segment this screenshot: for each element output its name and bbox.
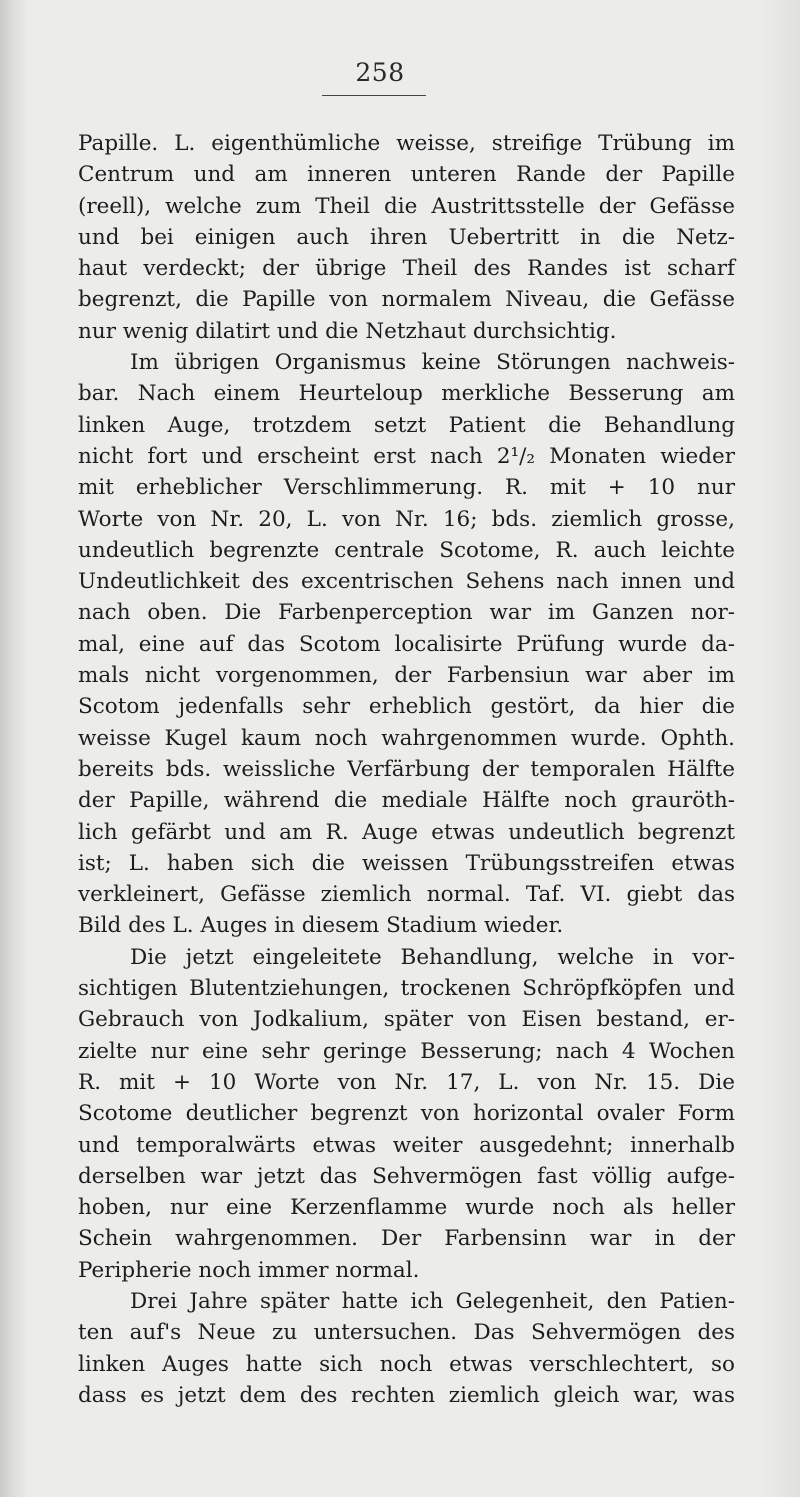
text-line: weisse Kugel kaum noch wahrgenommen wurde. Ophth.: [78, 725, 735, 751]
page-number-rule: [322, 95, 426, 96]
text-line: Bild des L. Auges in diesem Stadium wieder.: [78, 913, 564, 939]
text-line: (reell), welche zum Theil die Austrittsstelle der Gefässe: [78, 193, 735, 219]
text-line: nach oben. Die Farbenperception war im Ganzen nor-: [78, 600, 735, 626]
text-line: zielte nur eine sehr geringe Besserung; nach 4 Wochen: [78, 1038, 735, 1064]
text-line: hoben, nur eine Kerzenflamme wurde noch als heller: [78, 1195, 735, 1221]
text-line: dass es jetzt dem des rechten ziemlich gleich war, was: [78, 1382, 735, 1408]
page-gutter-shadow: [0, 0, 28, 1497]
text-line: sichtigen Blutentziehungen, trockenen Schröpfköpfen und: [78, 976, 735, 1002]
text-line: und temporalwärts etwas weiter ausgedehnt; innerhalb: [78, 1132, 735, 1158]
page-number: 258: [355, 58, 405, 87]
text-line: derselben war jetzt das Sehvermögen fast völlig aufge-: [78, 1163, 735, 1189]
text-line: mals nicht vorgenommen, der Farbensiun war aber im: [78, 663, 735, 689]
text-line: Die jetzt eingeleitete Behandlung, welche in vor-: [130, 944, 735, 970]
text-line: Scotom jedenfalls sehr erheblich gestört, da hier die: [78, 694, 735, 720]
text-line: lich gefärbt und am R. Auge etwas undeutlich begrenzt: [78, 819, 735, 845]
text-line: und bei einigen auch ihren Uebertritt in die Netz-: [78, 224, 735, 250]
text-line: R. mit + 10 Worte von Nr. 17, L. von Nr. 15. Die: [78, 1069, 735, 1095]
text-line: ten auf's Neue zu untersuchen. Das Sehvermögen des: [78, 1320, 735, 1346]
paragraph: [78, 347, 735, 942]
text-line: mal, eine auf das Scotom localisirte Prüfung wurde da-: [78, 631, 735, 657]
text-line: undeutlich begrenzte centrale Scotome, R. auch leichte: [78, 537, 735, 563]
text-line: ist; L. haben sich die weissen Trübungsstreifen etwas: [78, 850, 735, 876]
text-line: Undeutlichkeit des excentrischen Sehens nach innen und: [78, 569, 735, 595]
text-line: der Papille, während die mediale Hälfte noch grauröth-: [78, 788, 735, 814]
text-line: Scotome deutlicher begrenzt von horizontal ovaler Form: [78, 1101, 735, 1127]
text-line: haut verdeckt; der übrige Theil des Randes ist scharf: [78, 256, 735, 282]
text-line: Papille. L. eigenthümliche weisse, streifige Trübung im: [78, 131, 735, 156]
text-line: mit erheblicher Verschlimmerung. R. mit + 10 nur: [78, 475, 735, 501]
text-line: Schein wahrgenommen. Der Farbensinn war in der: [78, 1226, 735, 1252]
text-line: linken Auges hatte sich noch etwas verschlechtert, so: [78, 1351, 735, 1377]
text-line: nur wenig dilatirt und die Netzhaut durchsichtig.: [78, 318, 617, 344]
text-line: Worte von Nr. 20, L. von Nr. 16; bds. ziemlich grosse,: [78, 506, 735, 532]
page-edge-bleed: [760, 0, 800, 1497]
text-line: Drei Jahre später hatte ich Gelegenheit, den Patien-: [130, 1288, 735, 1314]
text-line: bereits bds. weissliche Verfärbung der temporalen Hälfte: [78, 756, 735, 782]
text-line: Centrum und am inneren unteren Rande der Papille: [78, 162, 735, 188]
text-line: linken Auge, trotzdem setzt Patient die Behandlung: [78, 412, 735, 438]
paragraph: [78, 1286, 735, 1411]
text-line: Gebrauch von Jodkalium, später von Eisen bestand, er-: [78, 1007, 735, 1033]
text-line: bar. Nach einem Heurteloup merkliche Besserung am: [78, 381, 735, 407]
text-line: nicht fort und erscheint erst nach 2¹/₂ Monaten wieder: [78, 443, 735, 469]
text-line: verkleinert, Gefässe ziemlich normal. Taf. VI. giebt das: [78, 882, 735, 908]
paragraph: [78, 942, 735, 1286]
body-text: [78, 128, 735, 1411]
text-line: begrenzt, die Papille von normalem Niveau, die Gefässe: [78, 287, 735, 313]
text-line: Peripherie noch immer normal.: [78, 1257, 420, 1283]
text-line: Im übrigen Organismus keine Störungen nachweis-: [130, 350, 735, 376]
paragraph: [78, 128, 735, 347]
